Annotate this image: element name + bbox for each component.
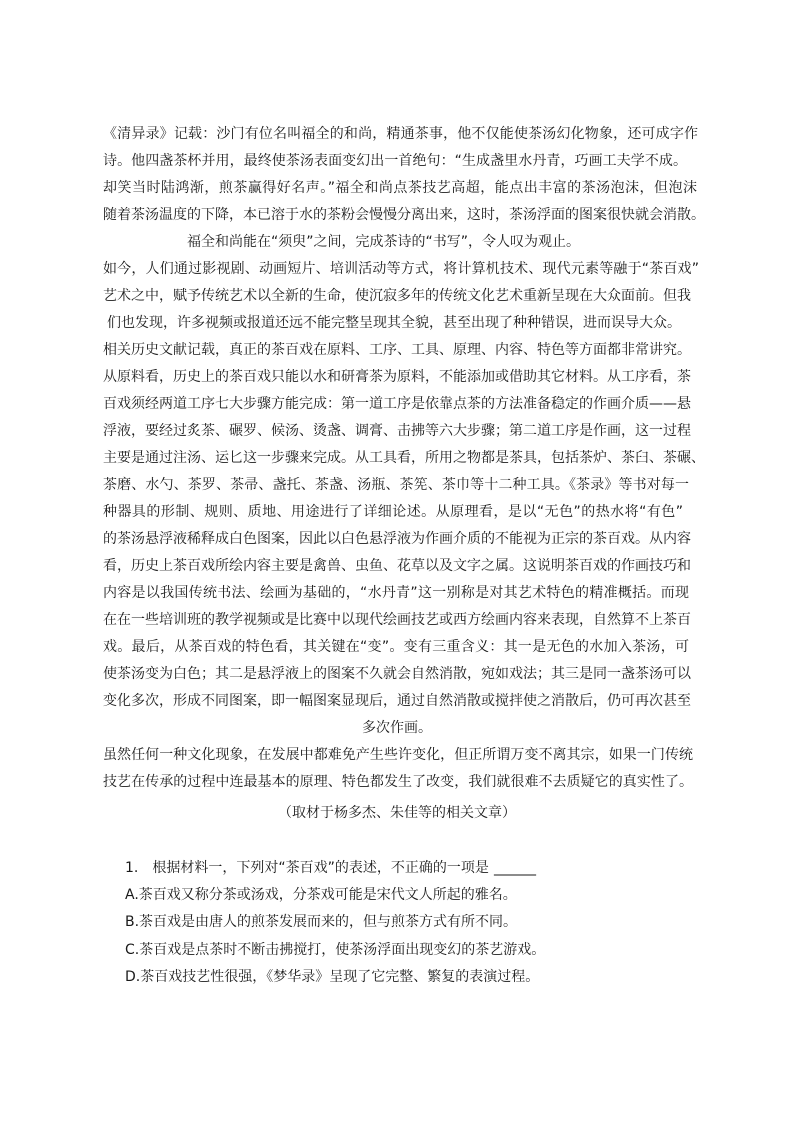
passage-line: 相关历史文献记载，真正的茶百戏在原料、工序、工具、原理、内容、特色等方面都非常讲究。 xyxy=(103,342,691,358)
passage-line: 随着茶汤温度的下降，本已溶于水的茶粉会慢慢分离出来，这时，茶汤浮面的图案很快就会消散。 xyxy=(103,207,705,223)
passage-line: 诗。他四盏茶杯并用，最终使茶汤表面变幻出一首绝句：“生成盏里水丹青，巧画工夫学不成。 xyxy=(103,153,687,169)
passage-line: 们也发现，许多视频或报道还远不能完整呈现其全貌，甚至出现了种种错误，进而误导大众。 xyxy=(107,315,681,331)
source-citation: （取材于杨多杰、朱佳等的相关文章） xyxy=(278,805,516,821)
option-a: A.茶百戏又称分茶或汤戏，分茶戏可能是宋代文人所起的雅名。 xyxy=(125,887,517,903)
option-d: D.茶百戏技艺性很强，《梦华录》呈现了它完整、繁复的表演过程。 xyxy=(125,969,540,985)
passage-line: 艺术之中，赋予传统艺术以全新的生命，使沉寂多年的传统文化艺术重新呈现在大众面前。但我 xyxy=(103,288,691,304)
passage-line: 茶磨、水勺、茶罗、茶帚、盏托、茶盏、汤瓶、茶筅、茶巾等十二种工具。《茶录》等书对每一 xyxy=(103,477,689,493)
passage-line: 百戏须经两道工序七大步骤方能完成：第一道工序是依靠点茶的方法准备稳定的作画介质——悬 xyxy=(103,396,691,412)
passage-line: 内容是以我国传统书法、绘画为基础的，“水丹青”这一别称是对其艺术特色的精准概括。而现 xyxy=(103,585,689,601)
passage-line: 如今，人们通过影视剧、动画短片、培训活动等方式，将计算机技术、现代元素等融于“茶百戏” xyxy=(103,261,699,277)
passage-line: 却笑当时陆鸿渐，煎茶赢得好名声。”福全和尚点茶技艺高超，能点出丰富的茶汤泡沫，但泡沫 xyxy=(103,180,697,196)
question-stem: 1. 根据材料一，下列对“茶百戏”的表述，不正确的一项是 xyxy=(125,860,489,876)
passage-line: 多次作画。 xyxy=(362,720,432,736)
passage-line: 在在一些培训班的教学视频或是比赛中以现代绘画技艺或西方绘画内容来表现，自然算不上茶百 xyxy=(103,612,691,628)
option-b: B.茶百戏是由唐人的煎茶发展而来的，但与煎茶方式有所不同。 xyxy=(125,914,518,930)
passage-line: 从原料看，历史上的茶百戏只能以水和研膏茶为原料，不能添加或借助其它材料。从工序看，茶 xyxy=(103,369,691,385)
passage-line: 技艺在传承的过程中连最基本的原理、特色都发生了改变，我们就很难不去质疑它的真实性了。 xyxy=(103,774,693,790)
passage-line: 主要是通过注汤、运匕这一步骤来完成。从工具看，所用之物都是茶具，包括茶炉、茶臼、茶碾、 xyxy=(103,450,705,466)
passage-line: 福全和尚能在“须臾”之间，完成茶诗的“书写”，令人叹为观止。 xyxy=(187,234,581,250)
answer-blank: ______ xyxy=(494,860,536,876)
passage-line: 看，历史上茶百戏所绘内容主要是禽兽、虫鱼、花草以及文字之属。这说明茶百戏的作画技巧和 xyxy=(103,558,691,574)
passage-line: 使茶汤变为白色；其二是悬浮液上的图案不久就会自然消散，宛如戏法；其三是同一盏茶汤可以 xyxy=(103,666,691,682)
passage-line: 的茶汤悬浮液稀释成白色图案，因此以白色悬浮液为作画介质的不能视为正宗的茶百戏。从内容 xyxy=(103,531,691,547)
passage-line: 戏。最后，从茶百戏的特色看，其关键在“变”。变有三重含义：其一是无色的水加入茶汤，可 xyxy=(103,639,689,655)
passage-line: 虽然任何一种文化现象，在发展中都难免产生些许变化，但正所谓万变不离其宗，如果一门传统 xyxy=(103,747,693,763)
option-c: C.茶百戏是点茶时不断击拂搅打，使茶汤浮面出现变幻的茶艺游戏。 xyxy=(125,942,546,958)
passage-line: 变化多次，形成不同图案，即一幅图案显现后，通过自然消散或搅拌使之消散后，仍可再次甚至 xyxy=(103,693,691,709)
passage-line: 种器具的形制、规则、质地、用途进行了详细论述。从原理看，是以“无色”的热水将“有色” xyxy=(103,504,683,520)
passage-line: 浮液，要经过炙茶、碾罗、候汤、烫盏、调膏、击拂等六大步骤；第二道工序是作画，这一过程 xyxy=(103,423,691,439)
passage-line: 《清异录》记载：沙门有位名叫福全的和尚，精通茶事，他不仅能使茶汤幻化物象，还可成字作 xyxy=(103,126,698,142)
